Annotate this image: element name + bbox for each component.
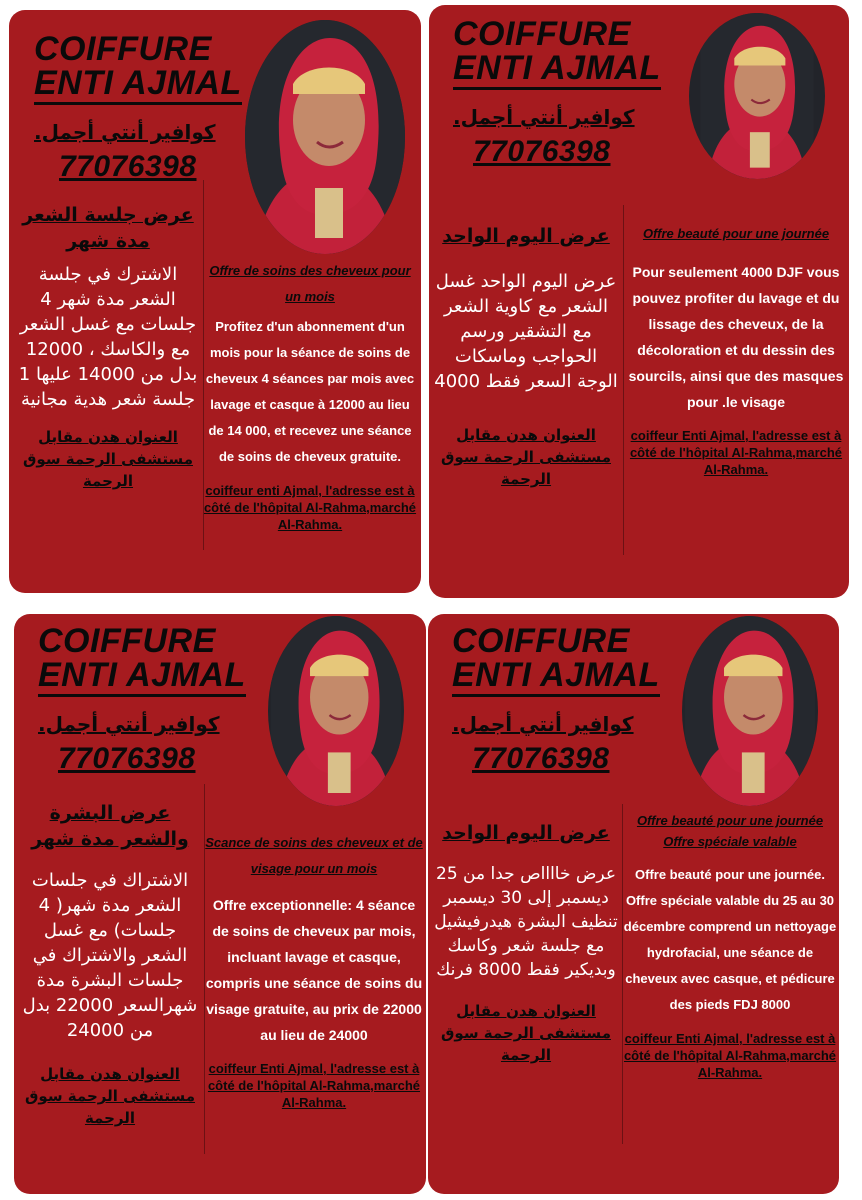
- offer-title-arabic: عرض اليوم الواحد: [442, 225, 610, 247]
- column-divider: [623, 205, 624, 555]
- arabic-column: [20, 800, 200, 1129]
- phone-number: 77076398: [58, 742, 196, 775]
- address-arabic: العنوان هدن مقابل مستشفى الرحمة سوق الرحمة: [23, 428, 193, 490]
- portrait-svg: [268, 616, 404, 806]
- brand-logo: COIFFURE ENTI AJMAL: [38, 624, 246, 697]
- flyer-card-special-offer: [428, 614, 839, 1194]
- portrait-photo-icon: [682, 616, 818, 806]
- french-column: [625, 221, 847, 478]
- phone-number: 77076398: [473, 135, 611, 168]
- portrait-svg: [245, 20, 405, 254]
- address-arabic: العنوان هدن مقابل مستشفى الرحمة سوق الرحمة: [441, 426, 611, 488]
- address-arabic: العنوان هدن مقابل مستشفى الرحمة سوق الرحمة: [25, 1065, 195, 1127]
- french-column: [204, 830, 424, 1111]
- offer-body-french: Profitez d'un abonnement d'un mois pour la séance de soins de cheveux 4 séances par mois avec lavage et casque à 12000 au lieu de 14 000, et recevez une séance de soins de cheveux gratuite.: [205, 319, 415, 464]
- offer-title-french: Offre de soins des cheveux pour un mois: [209, 263, 411, 304]
- offer-body-arabic: عرض اليوم الواحد غسل الشعر مع كاوية الشعر مع التشقير ورسم الحواجب وماسكات الوجة السعر فقط 4000: [434, 271, 618, 392]
- offer-title-arabic: عرض جلسة الشعر مدة شهر: [22, 204, 194, 252]
- brand-arabic-name: كوافير أنتي أجمل.: [38, 712, 220, 736]
- brand-logo: COIFFURE ENTI AJMAL: [34, 32, 242, 105]
- offer-title-french: Offre beauté pour une journée Offre spéciale valable: [636, 813, 824, 849]
- arabic-column: [433, 223, 619, 490]
- offer-body-arabic: الاشتراك في جلسات الشعر مدة شهر( 4 جلسات) مع غسل الشعر والاشتراك في جلسات البشرة مدة شهرالسعر 22000 بدل من 24000: [22, 870, 198, 1041]
- address-arabic: العنوان هدن مقابل مستشفى الرحمة سوق الرحمة: [441, 1002, 611, 1064]
- flyer-card-skin-hair-month: [14, 614, 426, 1194]
- phone-number: 77076398: [472, 742, 610, 775]
- offer-title-french: Offre beauté pour une journée: [642, 226, 830, 241]
- flyer-card-one-day: [429, 5, 849, 598]
- brand-arabic-name: كوافير أنتي أجمل.: [453, 105, 635, 129]
- address-french: coiffeur enti Ajmal, l'adresse est à côté de l'hôpital Al-Rahma,marché Al-Rahma.: [203, 483, 417, 532]
- portrait-photo-icon: [268, 616, 404, 806]
- portrait-svg: [682, 616, 818, 806]
- portrait-svg: [689, 13, 825, 179]
- offer-title-arabic: عرض اليوم الواحد: [442, 822, 610, 844]
- portrait-photo-icon: [245, 20, 405, 254]
- flyer-card-hair-month: [9, 10, 421, 593]
- offer-title-arabic: عرض البشرة والشعر مدة شهر: [31, 802, 189, 850]
- address-french: coiffeur Enti Ajmal, l'adresse est à côté de l'hôpital Al-Rahma,marché Al-Rahma.: [623, 1031, 837, 1080]
- offer-body-french: Offre beauté pour une journée. Offre spéciale valable du 25 au 30 décembre comprend un nettoyage hydrofacial, une séance de cheveux avec casque, et pédicure des pieds FDJ 8000: [623, 867, 837, 1012]
- portrait-photo-icon: [689, 13, 825, 179]
- offer-body-arabic: الاشترك في جلسة الشعر مدة شهر 4 جلسات مع غسل الشعر مع والكاسك ، 12000 بدل من 14000 عليها 1 جلسة شعر هدية مجانية: [18, 264, 198, 410]
- brand-logo: COIFFURE ENTI AJMAL: [452, 624, 660, 697]
- french-column: [203, 258, 417, 533]
- arabic-column: [434, 820, 618, 1066]
- address-french: coiffeur Enti Ajmal, l'adresse est à côté de l'hôpital Al-Rahma,marché Al-Rahma.: [207, 1061, 421, 1110]
- phone-number: 77076398: [59, 150, 197, 183]
- brand-arabic-name: كوافير أنتي أجمل.: [34, 120, 216, 144]
- offer-title-french: Scance de soins des cheveux et de visage pour un mois: [205, 835, 423, 876]
- brand-arabic-name: كوافير أنتي أجمل.: [452, 712, 634, 736]
- offer-body-french: Pour seulement 4000 DJF vous pouvez profiter du lavage et du lissage des cheveux, de la décoloration et du dessin des sourcils, ainsi que des masques pour .le visage: [628, 264, 844, 410]
- offer-body-arabic: عرض خااااص جدا من 25 ديسمبر إلى 30 ديسمبر تنظيف البشرة هيدرفيشيل مع جلسة شعر وكاسك وبديكير فقط 8000 فرنك: [434, 864, 618, 980]
- brand-logo: COIFFURE ENTI AJMAL: [453, 17, 661, 90]
- french-column: [622, 810, 838, 1081]
- offer-body-french: Offre exceptionnelle: 4 séance de soins de cheveux par mois, incluant lavage et casque, compris une séance de soins du visage gratuite, au prix de 22000 au lieu de 24000: [205, 897, 423, 1043]
- arabic-column: [17, 202, 199, 492]
- address-french: coiffeur Enti Ajmal, l'adresse est à côté de l'hôpital Al-Rahma,marché Al-Rahma.: [629, 428, 843, 477]
